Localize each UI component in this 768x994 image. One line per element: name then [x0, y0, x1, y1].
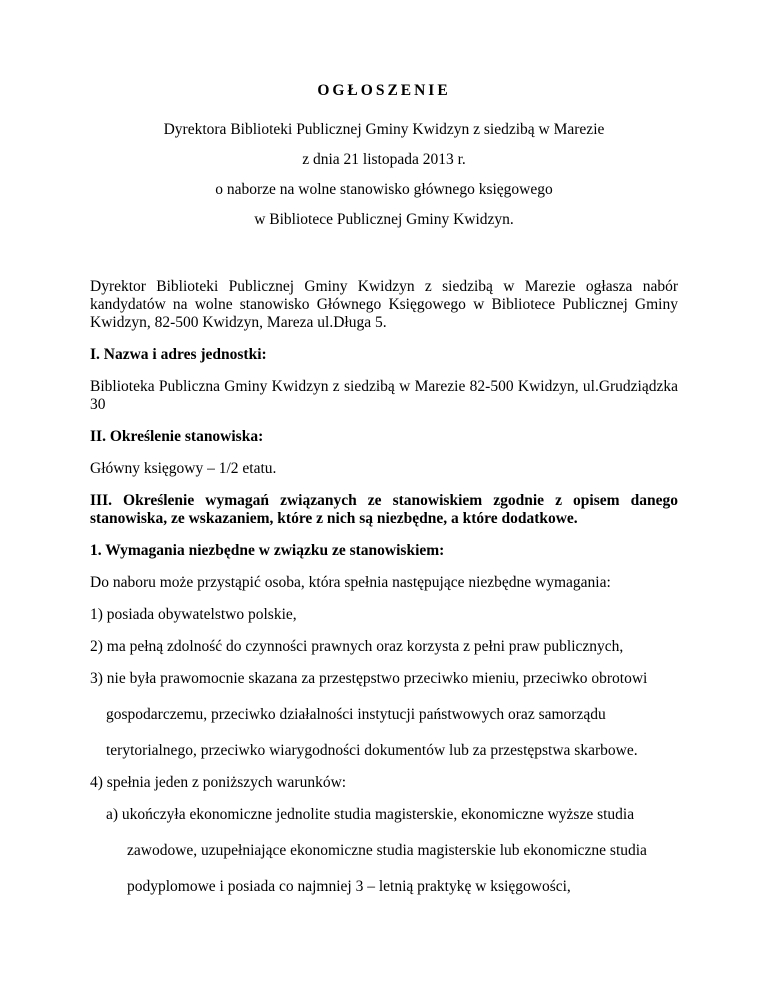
- list-item-1: 1) posiada obywatelstwo polskie,: [90, 606, 297, 623]
- section-2-text: Główny księgowy – 1/2 etatu.: [90, 460, 277, 477]
- list-item-4a-line-3: podyplomowe i posiada co najmniej 3 – letnią praktykę w księgowości,: [127, 878, 571, 895]
- subsection-1-heading: 1. Wymagania niezbędne w związku ze stanowiskiem:: [90, 542, 445, 559]
- section-3-heading-line-1: III. Określenie wymagań związanych ze stanowiskiem zgodnie z opisem danego: [90, 492, 678, 509]
- header-line-date: z dnia 21 listopada 2013 r.: [302, 151, 466, 168]
- header-line-issuer: Dyrektora Biblioteki Publicznej Gminy Kwidzyn z siedzibą w Marezie: [163, 121, 605, 138]
- list-item-2: 2) ma pełną zdolność do czynności prawnych oraz korzysta z pełni praw publicznych,: [90, 638, 624, 655]
- section-1-line-2: 30: [90, 396, 106, 413]
- list-item-4a-line-2: zawodowe, uzupełniające ekonomiczne studia magisterskie lub ekonomiczne studia: [127, 842, 647, 859]
- section-2-heading: II. Określenie stanowiska:: [90, 428, 264, 445]
- list-item-3-line-3: terytorialnego, przeciwko wiarygodności dokumentów lub za przestępstwa skarbowe.: [106, 742, 638, 759]
- list-item-3-line-1: 3) nie była prawomocnie skazana za przestępstwo przeciwko mieniu, przeciwko obrotowi: [90, 670, 648, 687]
- section-3-heading-line-2: stanowiska, ze wskazaniem, które z nich są niezbędne, a które dodatkowe.: [90, 510, 578, 527]
- list-item-4: 4) spełnia jeden z poniższych warunków:: [90, 774, 347, 791]
- list-item-3-line-2: gospodarczemu, przeciwko działalności instytucji państwowych oraz samorządu: [106, 706, 606, 723]
- list-item-4a-line-1: a) ukończyła ekonomiczne jednolite studia magisterskie, ekonomiczne wyższe studia: [106, 806, 635, 823]
- document-title: OGŁOSZENIE: [317, 82, 451, 99]
- intro-line-3: Kwidzyn, 82-500 Kwidzyn, Mareza ul.Długa 5.: [90, 314, 387, 331]
- section-1-line-1: Biblioteka Publiczna Gminy Kwidzyn z siedzibą w Marezie 82-500 Kwidzyn, ul.Grudziądzka: [90, 378, 678, 395]
- intro-line-1: Dyrektor Biblioteki Publicznej Gminy Kwidzyn z siedzibą w Marezie ogłasza nabór: [90, 278, 678, 295]
- section-1-heading: I. Nazwa i adres jednostki:: [90, 346, 267, 363]
- intro-line-2: kandydatów na wolne stanowisko Głównego Księgowego w Bibliotece Publicznej Gminy: [90, 296, 678, 313]
- subsection-1-lead: Do naboru może przystąpić osoba, która spełnia następujące niezbędne wymagania:: [90, 574, 611, 591]
- header-line-place: w Bibliotece Publicznej Gminy Kwidzyn.: [254, 211, 514, 228]
- header-line-subject: o naborze na wolne stanowisko głównego księgowego: [215, 181, 553, 198]
